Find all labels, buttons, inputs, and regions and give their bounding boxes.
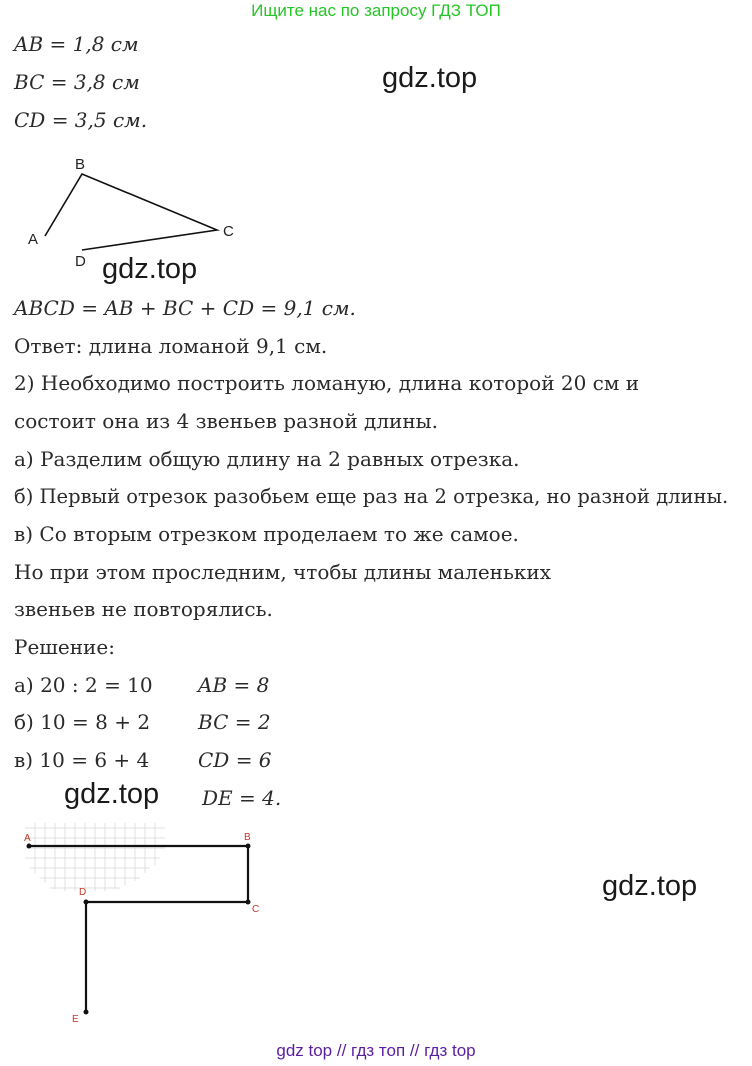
point-e [84,1010,89,1015]
footer-link-3[interactable]: гдз top [424,1041,476,1060]
step-b: б) Первый отрезок разобьем еще раз на 2 отрезка, но разной длины. [14,485,729,508]
polyline-abcd [45,174,217,250]
watermark: gdz.top [602,870,698,902]
search-banner[interactable]: Ищите нас по запросу ГДЗ ТОП [251,1,501,20]
watermark: gdz.top [382,62,478,94]
solution-heading: Решение: [14,635,115,659]
task2-line-1: 2) Необходимо построить ломаную, длина которой 20 см и [14,371,640,395]
label-d: D [75,253,86,270]
footer-link-2[interactable]: гдз топ [351,1041,406,1060]
line-bc: BC = 3,8 см [14,70,140,94]
result-ab: AB = 8 [198,673,270,697]
result-bc: BC = 2 [198,710,271,734]
step-v: в) Со вторым отрезком проделаем то же самое. [14,522,519,546]
label-e: E [72,1014,79,1025]
point-b [246,844,251,849]
polyline-abcde [29,846,248,1012]
line-abcd: ABCD = AB + BC + CD = 9,1 см. [14,296,356,320]
line-ab: AB = 1,8 см [14,32,139,56]
point-c [246,900,251,905]
line-cd: CD = 3,5 см. [14,108,148,132]
footer-separator: // [336,1041,347,1060]
step-a: а) Разделим общую длину на 2 равных отрезка. [14,447,520,471]
label-b: B [244,832,251,843]
watermark: gdz.top [102,253,198,285]
label-c: C [223,223,234,240]
note-line-2: звеньев не повторялись. [14,597,273,621]
label-a: A [24,833,31,844]
task2-line-2: состоит она из 4 звеньев разной длины. [14,409,438,433]
grid-background [25,823,165,891]
answer-line: Ответ: длина ломаной 9,1 см. [14,334,328,358]
point-a [27,844,32,849]
label-d: D [79,887,87,898]
solution-step-1: а) 20 : 2 = 10 [14,673,153,697]
footer-separator: // [409,1041,420,1060]
note-line-1: Но при этом проследним, чтобы длины маленьких [14,560,551,584]
footer-links [0,1041,752,1061]
solution-step-3: в) 10 = 6 + 4 [14,748,150,772]
point-d [84,900,89,905]
solution-step-2: б) 10 = 8 + 2 [14,710,151,734]
watermark: gdz.top [64,778,160,810]
result-cd: CD = 6 [198,748,272,772]
label-b: B [75,156,86,173]
result-de: DE = 4. [202,786,282,810]
footer-link-1[interactable]: gdz top [276,1041,333,1060]
label-a: A [28,231,39,248]
polyline-figure-2 [0,815,300,1030]
label-c: C [252,904,260,915]
